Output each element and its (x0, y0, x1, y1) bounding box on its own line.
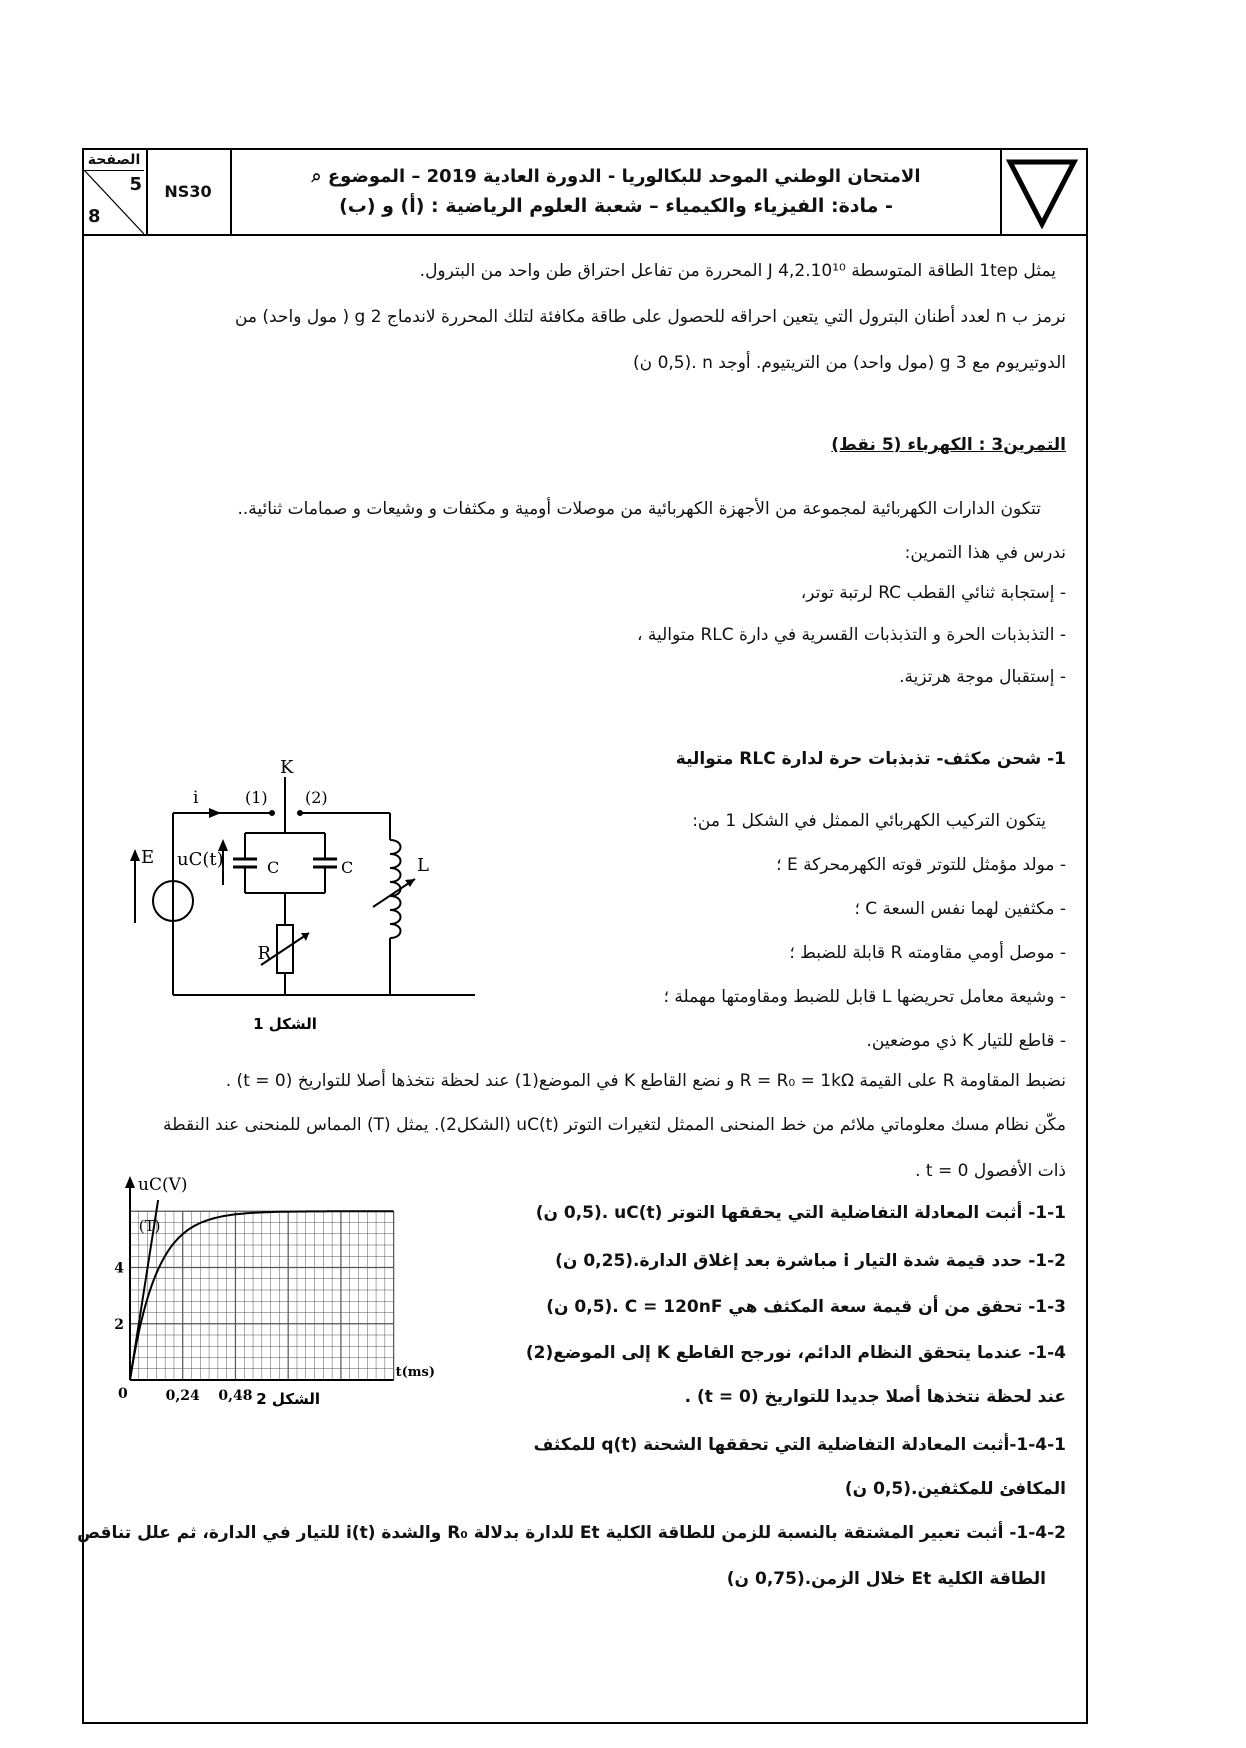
figure1-caption: الشكل 1 (253, 1015, 317, 1033)
figure2-caption: الشكل 2 (256, 1390, 321, 1408)
exam-header (82, 148, 1088, 236)
y-axis-arrow (125, 1176, 135, 1188)
label-position-1: (1) (245, 788, 268, 807)
triangle-logo-icon (1000, 150, 1086, 234)
x-tick-label-0-24: 0,24 (165, 1388, 200, 1404)
component-5: - قاطع للتيار K ذي موضعين. (866, 1031, 1066, 1051)
total-pages: 8 (88, 206, 101, 227)
tangent-label: (T) (138, 1216, 161, 1235)
exercise-title: التمرين3 : الكهرباء (5 نقط) (831, 435, 1066, 455)
exam-title-line1: الامتحان الوطني الموحد للبكالوريا - الدورة العادية 2019 – الموضوع (327, 166, 921, 187)
study-item-1: - إستجابة ثنائي القطب RC لرتبة توتر، (800, 583, 1066, 603)
x-tick-label-0-48: 0,48 (218, 1388, 253, 1404)
component-2: - مكثفين لهما نفس السعة C ؛ (854, 899, 1066, 919)
question-1-3: 1-3- تحقق من أن قيمة سعة المكثف هي C = 120nF .(0,5 ن) (546, 1297, 1066, 1317)
label-c2: C (341, 858, 354, 877)
component-4: - وشيعة معامل تحريضها L قابل للضبط ومقاومتها مهملة ؛ (663, 987, 1066, 1007)
y-axis-label: uC(V) (138, 1175, 188, 1195)
intro-line-2: نرمز ب n لعدد أطنان البترول التي يتعين احراقه للحصول على طاقة مكافئة لتلك المحررة لاندماج 2 g ( مول واحد) من (234, 307, 1066, 327)
label-l: L (417, 855, 429, 876)
search-icon: ⌕ (311, 166, 322, 187)
page-label: الصفحة (84, 150, 144, 171)
uc-chart (110, 1160, 500, 1420)
study-intro: ندرس في هذا التمرين: (904, 543, 1066, 563)
study-item-3: - إستقبال موجة هرتزية. (899, 667, 1066, 687)
page-number: 5 (129, 174, 142, 195)
question-1-4-1: 1-4-1-أثبت المعادلة التفاضلية التي تحققها الشحنة q(t) للمكثف (533, 1435, 1066, 1455)
page-number-box (84, 150, 148, 234)
study-item-2: - التذبذبات الحرة و التذبذبات القسرية في دارة RLC متوالية ، (636, 625, 1066, 645)
question-1-4-cont: عند لحظة نتخذها أصلا جديدا للتواريخ (t = 0) . (684, 1387, 1066, 1407)
x-axis-label: t(ms) (395, 1365, 436, 1380)
label-k: K (280, 757, 294, 778)
question-1-1: 1-1- أثبت المعادلة التفاضلية التي يحققها التوتر uC(t) .(0,5 ن) (535, 1203, 1066, 1223)
question-1-4-2: 1-4-2- أثبت تعبير المشتقة بالنسبة للزمن للطاقة الكلية Et للدارة بدلالة R₀ والشدة i(t) للتيار في الدارة، ثم علل تناقص (77, 1523, 1066, 1543)
component-1: - مولد مؤمثل للتوتر قوته الكهرمحركة E ؛ (776, 855, 1066, 875)
y-tick-label-4: 4 (114, 1260, 124, 1277)
part1-paragraph-3: ذات الأفصول t = 0 . (915, 1161, 1066, 1181)
question-1-4: 1-4- عندما يتحقق النظام الدائم، نورجح القاطع K إلى الموضع(2) (525, 1343, 1066, 1363)
part1-paragraph-1: نضبط المقاومة R على القيمة R = R₀ = 1kΩ و نضع القاطع K في الموضع(1) عند لحظة نتخذها أصلا للتواريخ (t = 0) . (225, 1071, 1066, 1091)
part1-setup: يتكون التركيب الكهربائي الممثل في الشكل 1 من: (692, 811, 1046, 831)
y-tick-label-2: 2 (114, 1316, 124, 1333)
component-3: - موصل أومي مقاومته R قابلة للضبط ؛ (789, 943, 1066, 963)
chart-grid (130, 1211, 394, 1380)
label-position-2: (2) (305, 788, 328, 807)
question-1-2: 1-2- حدد قيمة شدة التيار i مباشرة بعد إغلاق الدارة.(0,25 ن) (555, 1251, 1066, 1271)
label-c1: C (267, 858, 280, 877)
part1-title: 1- شحن مكثف- تذبذبات حرة لدارة RLC متوالية (675, 749, 1066, 769)
label-e: E (141, 847, 155, 868)
label-uc: uC(t) (177, 849, 224, 870)
circuit-figure (125, 755, 485, 1045)
label-r: R (257, 943, 271, 964)
question-1-4-2-cont: الطاقة الكلية Et خلال الزمن.(0,75 ن) (726, 1569, 1046, 1589)
exercise-intro: تتكون الدارات الكهربائية لمجموعة من الأجهزة الكهربائية من موصلات أومية و مكثفات و وشيعات و صمامات ثنائية.. (237, 499, 1041, 519)
part1-paragraph-2: مكّن نظام مسك معلوماتي ملائم من خط المنحنى الممثل لتغيرات التوتر uC(t) (الشكل2). يمثل (T) المماس للمنحنى عند النقطة (162, 1115, 1066, 1135)
exam-title (230, 150, 1002, 234)
exam-code: NS30 (146, 150, 232, 234)
intro-line-1: يمثل 1tep الطاقة المتوسطة 4,2.10¹⁰ J المحررة من تفاعل احتراق طن واحد من البترول. (419, 261, 1056, 281)
exam-title-line2: - مادة: الفيزياء والكيمياء – شعبة العلوم الرياضية : (أ) و (ب) (339, 195, 893, 217)
origin-label: 0 (118, 1386, 128, 1402)
question-1-4-1-cont: المكافئ للمكثفين.(0,5 ن) (844, 1479, 1066, 1499)
label-current-i: i (193, 788, 199, 808)
intro-line-3: الدوتيريوم مع 3 g (مول واحد) من التريتيوم. أوجد n .(0,5 ن) (633, 353, 1066, 373)
